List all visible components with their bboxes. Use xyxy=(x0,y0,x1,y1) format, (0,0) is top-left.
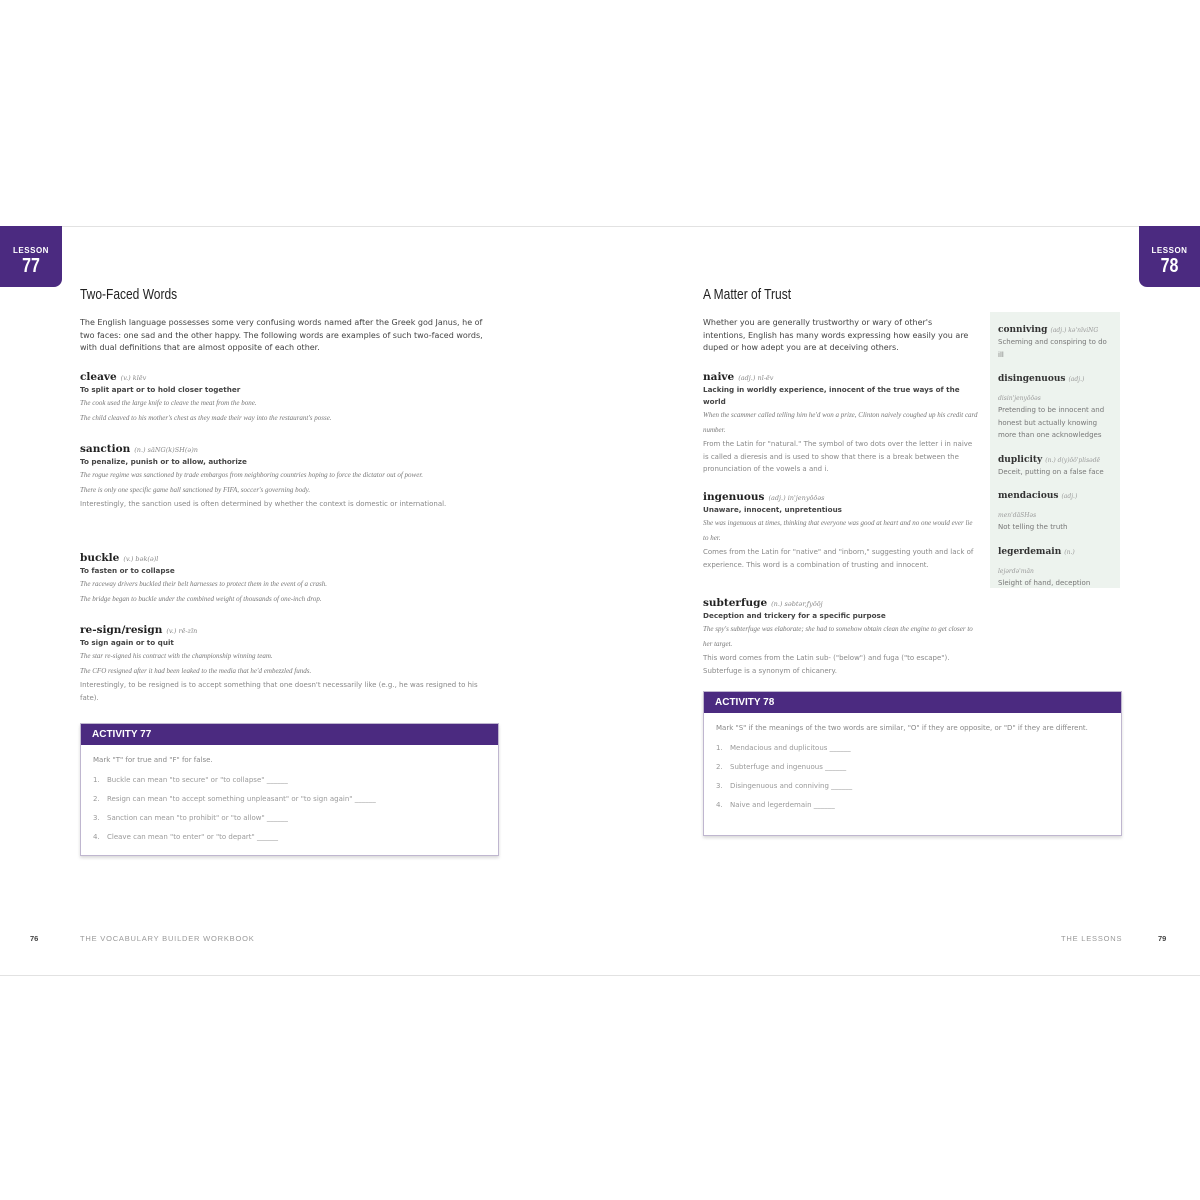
vocab-note: Interestingly, to be resigned is to accept something that one doesn't necessarily like (e.g., he was resigned to his fate). xyxy=(80,681,478,702)
vocab-word: ingenuous xyxy=(703,491,765,503)
sidebar-entry-mendacious xyxy=(998,483,1112,534)
sidebar-pos: (adj.) kə'nīviNG xyxy=(1050,327,1099,334)
vocab-pos: (adj.) in'jenyōōəs xyxy=(768,494,825,502)
activity-instruction: Mark "S" if the meanings of the two words are similar, "O" if they are opposite, or "D" if they are different. xyxy=(716,724,1088,732)
vocab-definition: Deception and trickery for a specific purpose xyxy=(703,611,886,620)
sidebar-word: legerdemain xyxy=(998,546,1062,557)
vocab-note: Comes from the Latin for "native" and "inborn," suggesting youth and lack of experience. This word is a combination of trusting and innocent. xyxy=(703,548,974,569)
sidebar-definition: Not telling the truth xyxy=(998,523,1068,531)
vocab-example: The child cleaved to his mother's chest as they made their way into the restaurant's posse. xyxy=(80,414,332,422)
activity-item: 3. Sanction can mean "to prohibit" or "to allow" ______ xyxy=(93,813,288,822)
vocab-note: This word comes from the Latin sub- ("below") and fuga ("to escape"). Subterfuge is a synonym of chicanery. xyxy=(703,654,950,675)
vocab-entry-ingenuous xyxy=(703,485,978,571)
vocab-definition: To fasten or to collapse xyxy=(80,566,175,575)
sidebar-definition: Deceit, putting on a false face xyxy=(998,467,1104,476)
vocab-definition: To penalize, punish or to allow, authorize xyxy=(80,457,247,466)
activity-item: 3. Disingenuous and conniving ______ xyxy=(716,781,853,790)
vocab-pos: (v.) rē-zīn xyxy=(166,627,198,635)
sidebar-pos: (adj.) men'dāSHəs xyxy=(998,493,1078,519)
sidebar-word: disingenuous xyxy=(998,374,1066,384)
sidebar-pos: (adj.) disin'jenyōōəs xyxy=(998,376,1085,402)
sidebar-pos: (n.) lejərdə'mān xyxy=(998,548,1075,575)
vocab-definition: To sign again or to quit xyxy=(80,638,174,647)
activity-item: 1. Mendacious and duplicitous ______ xyxy=(716,743,851,752)
lesson-tab-label: LESSON xyxy=(1151,246,1188,255)
activity-77-box xyxy=(80,723,499,856)
lesson-intro: Whether you are generally trustworthy or wary of other's intentions, English has many words expressing how easily you are duped or how adept you are at deceiving others. xyxy=(703,318,969,352)
sidebar-word: duplicity xyxy=(998,454,1043,465)
sidebar-pos: (n.) d(y)ōō'plisədē xyxy=(1045,456,1101,464)
vocab-definition: Lacking in worldly experience, innocent of the true ways of the world xyxy=(703,385,960,406)
footer-section: THE LESSONS xyxy=(1061,934,1123,943)
vocab-example: The raceway drivers buckled their belt harnesses to protect them in the event of a crash. xyxy=(80,580,328,588)
vocab-example: There is only one specific game ball sanctioned by FIFA, soccer's governing body. xyxy=(80,486,311,494)
synonym-sidebar xyxy=(990,312,1120,588)
vocab-entry-subterfuge xyxy=(703,591,978,677)
lesson-title: A Matter of Trust xyxy=(703,286,792,303)
lesson-tab-label: LESSON xyxy=(13,246,49,255)
page-number-right: 79 xyxy=(1158,934,1167,943)
vocab-example: The CFO resigned after it had been leaked to the media that he'd embezzled funds. xyxy=(80,667,312,675)
lesson-tab-77 xyxy=(0,226,62,287)
activity-78-box xyxy=(703,691,1122,836)
lesson-title: Two-Faced Words xyxy=(80,286,178,303)
activity-instruction: Mark "T" for true and "F" for false. xyxy=(93,756,213,764)
lesson-intro: The English language possesses some very confusing words named after the Greek god Janus, he of two faces: one sad and the other happy. The following words are examples of such two-faced words, with dual definitions that are almost opposite of each other. xyxy=(80,318,483,352)
activity-title: ACTIVITY 77 xyxy=(81,724,498,745)
sidebar-word: mendacious xyxy=(998,491,1059,501)
vocab-word: sanction xyxy=(80,443,131,455)
activity-title: ACTIVITY 78 xyxy=(704,692,1121,713)
vocab-definition: Unaware, innocent, unpretentious xyxy=(703,505,842,514)
vocab-note: Interestingly, the sanction used is often determined by whether the context is domestic or international. xyxy=(80,500,447,508)
vocab-pos: (adj.) nī-ēv xyxy=(738,374,774,382)
vocab-word: subterfuge xyxy=(703,597,768,609)
sidebar-definition: Sleight of hand, deception xyxy=(998,578,1091,587)
vocab-word: buckle xyxy=(80,552,120,564)
vocab-note: From the Latin for "natural." The symbol of two dots over the letter i in naive is called a dieresis and is used to show that there is a break between the pronunciation of the vowels a and i. xyxy=(703,440,973,473)
activity-item: 4. Naive and legerdemain ______ xyxy=(716,800,835,809)
vocab-entry-cleave xyxy=(80,365,492,426)
footer-book-title: THE VOCABULARY BUILDER WORKBOOK xyxy=(80,934,255,943)
sidebar-definition: Scheming and conspiring to do ill xyxy=(998,338,1107,359)
vocab-example: The spy's subterfuge was elaborate; she had to somehow obtain clean the engine to get closer to her target. xyxy=(703,625,973,648)
vocab-example: She was ingenuous at times, thinking that everyone was good at heart and no one would ever lie to her. xyxy=(703,519,973,542)
activity-item: 4. Cleave can mean "to enter" or "to depart" ______ xyxy=(93,832,278,841)
vocab-pos: (v.) klēv xyxy=(120,374,147,382)
vocab-entry-resign xyxy=(80,618,492,704)
vocab-entry-sanction xyxy=(80,437,492,511)
lesson-tab-number: 77 xyxy=(22,255,40,277)
activity-item: 2. Resign can mean "to accept something unpleasant" or "to sign again" ______ xyxy=(93,794,376,803)
vocab-example: The star re-signed his contract with the championship winning team. xyxy=(80,652,273,660)
vocab-pos: (n.) səbtər,fyōōj xyxy=(771,600,823,608)
sidebar-entry-conniving xyxy=(998,317,1112,361)
sidebar-entry-legerdemain xyxy=(998,539,1112,590)
vocab-pos: (v.) bək(ə)l xyxy=(123,555,159,563)
sidebar-word: conniving xyxy=(998,325,1048,335)
vocab-example: The rogue regime was sanctioned by trade embargos from neighboring countries hoping to force the dictator out of power. xyxy=(80,471,424,479)
activity-item: 2. Subterfuge and ingenuous ______ xyxy=(716,762,847,771)
page-number-left: 76 xyxy=(30,934,39,943)
sidebar-entry-disingenuous xyxy=(998,366,1112,442)
lesson-tab-number: 78 xyxy=(1160,255,1179,277)
vocab-pos: (n.) sāNG(k)SH(ə)n xyxy=(134,446,198,454)
vocab-word: re-sign/resign xyxy=(80,624,163,636)
vocab-entry-naive xyxy=(703,365,978,476)
vocab-example: The cook used the large knife to cleave the meat from the bone. xyxy=(80,399,257,407)
sidebar-definition: Pretending to be innocent and honest but actually knowing more than one acknowledges xyxy=(998,406,1105,439)
vocab-word: cleave xyxy=(80,371,117,383)
activity-item: 1. Buckle can mean "to secure" or "to collapse" ______ xyxy=(93,775,288,784)
lesson-tab-78 xyxy=(1139,226,1200,287)
vocab-example: When the scammer called telling him he'd won a prize, Clinton naively coughed up his credit card number. xyxy=(703,411,978,434)
vocab-example: The bridge began to buckle under the combined weight of thousands of one-inch drop. xyxy=(80,595,322,603)
sidebar-entry-duplicity xyxy=(998,447,1112,479)
vocab-word: naive xyxy=(703,371,735,383)
vocab-definition: To split apart or to hold closer together xyxy=(80,385,241,394)
vocab-entry-buckle xyxy=(80,546,492,607)
